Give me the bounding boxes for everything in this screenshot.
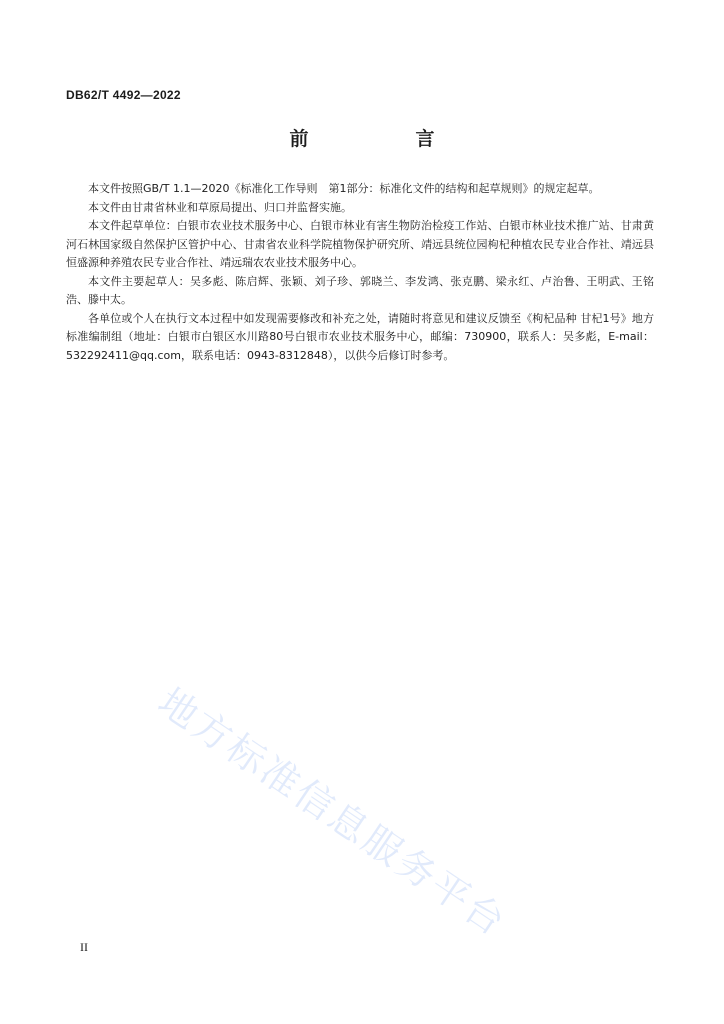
paragraph-feedback: 各单位或个人在执行文本过程中如发现需要修改和补充之处，请随时将意见和建议反馈至《枸杞品种 甘杞1号》地方标准编制组（地址：白银市白银区水川路80号白银市农业技术服务中心，邮编：730900，联系人：吴多彪，E-mail：532292411@qq.com，联系电话：0943-8312848），以供今后修订时参考。 xyxy=(66,311,654,362)
foreword-body xyxy=(66,180,654,365)
document-code: DB62/T 4492—2022 xyxy=(66,88,181,102)
page-title: 前 言 xyxy=(289,128,479,150)
paragraph-drafters: 本文件主要起草人：吴多彪、陈启辉、张颖、刘子珍、郭晓兰、李发鸿、张克鹏、梁永红、卢治鲁、王明武、王铭浩、滕中太。 xyxy=(66,274,654,306)
paragraph-drafting-units: 本文件起草单位：白银市农业技术服务中心、白银市林业有害生物防治检疫工作站、白银市林业技术推广站、甘肃黄河石林国家级自然保护区管护中心、甘肃省农业科学院植物保护研究所、靖远县统位园枸杞种植农民专业合作社、靖远县恒盛源种养殖农民专业合作社、靖远瑞农农业技术服务中心。 xyxy=(66,219,654,269)
watermark: 地方标准信息服务平台 xyxy=(150,679,515,946)
paragraph-drafting-rules: 本文件按照GB/T 1.1—2020《标准化工作导则 第1部分：标准化文件的结构和起草规则》的规定起草。 xyxy=(88,182,600,195)
paragraph-proposer: 本文件由甘肃省林业和草原局提出、归口并监督实施。 xyxy=(88,200,352,214)
page-number: II xyxy=(80,940,88,954)
